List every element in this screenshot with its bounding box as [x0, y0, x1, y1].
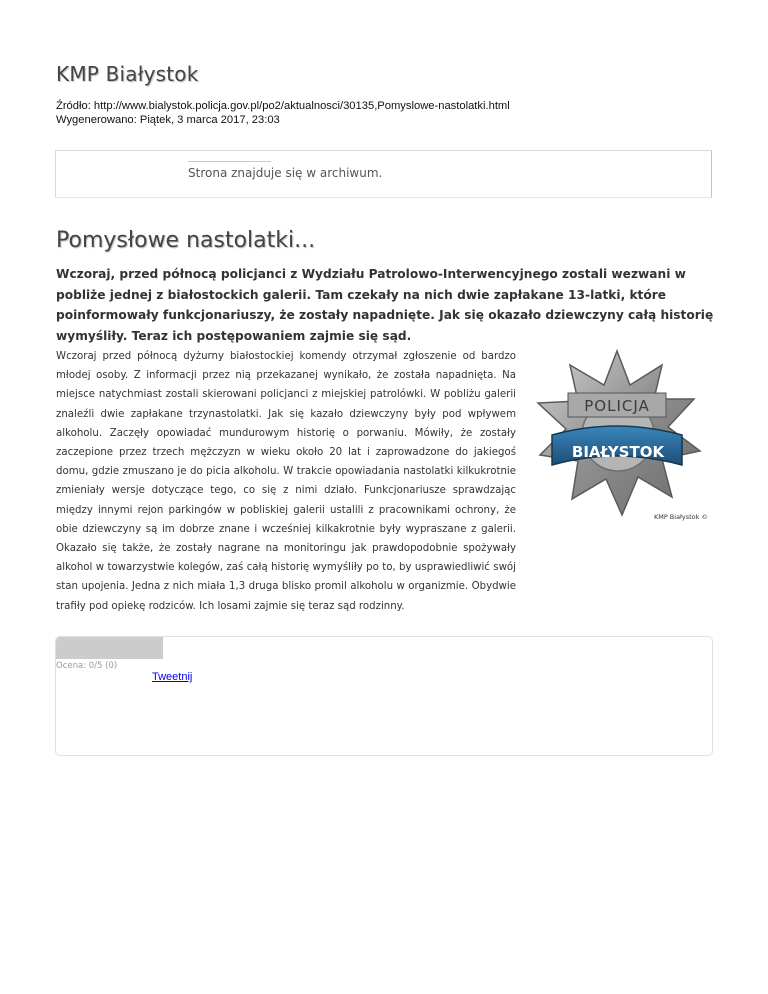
police-badge-image — [522, 347, 712, 524]
site-title: KMP Białystok — [56, 62, 199, 86]
rating-stars-bar[interactable] — [56, 637, 163, 659]
image-credit: KMP Białystok © — [653, 513, 708, 521]
article-body: Wczoraj przed północą dyżurny białostockiej komendy otrzymał zgłoszenie od bardzo młodej osoby. Z informacji przez nią przekazanej wynikało, że została napadnięta. Na miejsce natychmiast zostali skierowani policjanci z miejskiej patrolówki. W pobliżu galerii znaleźli dwie zapłakane trzynastolatki. Jak się kazało dziewczyny były pod wpływem alkoholu. Zaczęły opowiadać mundurowym historię o porwaniu. Mówiły, że zostały zaczepione przez trzech mężczyzn w wieku około 20 lat i zaprowadzone do jakiegoś domu, gdzie zmuszano je do picia alkoholu. W trakcie opowiadania nastolatki kilkukrotnie zmieniały wersje dotyczące tego, co się z nimi działo. Funkcjonariusze sprawdzając między innymi rejon parkingów w pobliskiej galerii ustalili z pracownikami ochrony, że obie dziewczyny są im dobrze znane i wcześniej kilkakrotnie były wypraszane z galerii. Okazało się także, że zostały nagrane na monitoringu jak prawdopodobnie spożywały alkohol w towarzystwie kolegów, zaś całą historię wymyśliły po to, by usprawiedliwić swój stan upojenia. Jedna z nich miała 1,3 druga blisko promil alkoholu w organizmie. Obydwie trafiły pod opiekę rodziców. Ich losami zajmie się teraz sąd rodzinny. — [56, 351, 516, 612]
page-meta — [56, 99, 510, 127]
source-line: Źródło: http://www.bialystok.policja.gov.pl/po2/aktualnosci/30135,Pomyslowe-nastolatki.html — [56, 100, 510, 112]
tweet-link[interactable]: Tweetnij — [152, 671, 193, 683]
archive-notice-box — [55, 150, 712, 198]
article-title: Pomysłowe nastolatki... — [56, 228, 316, 253]
generated-line: Wygenerowano: Piątek, 3 marca 2017, 23:03 — [56, 114, 280, 126]
article-image[interactable] — [522, 347, 712, 524]
rating-label: Ocena: 0/5 (0) — [56, 661, 118, 671]
badge-ribbon-text: BIAŁYSTOK — [571, 443, 665, 461]
article-lead: Wczoraj, przed północą policjanci z Wydziału Patrolowo-Interwencyjnego zostali wezwani w pobliże jednej z białostockich galerii. Tam czekały na nich dwie zapłakane 13-latki, które poinformowały funkcjonariuszy, że zostały napadnięte. Jak się okazało dziewczyny całą historię wymyśliły. Teraz ich postępowaniem zajmie się sąd. — [56, 267, 714, 343]
badge-top-text: POLICJA — [584, 397, 650, 415]
archive-divider — [188, 161, 271, 162]
archive-notice-text: Strona znajduje się w archiwum. — [188, 166, 383, 180]
rating-box — [55, 636, 713, 756]
